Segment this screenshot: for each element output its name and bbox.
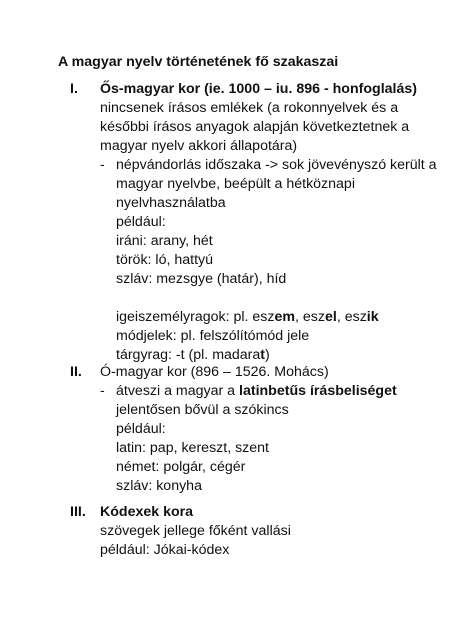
section-1-bullet-cont: magyar nyelvbe, beépült a hétköznapi xyxy=(116,176,355,192)
section-1-mood-marker: módjelek: pl. felszólítómód jele xyxy=(116,328,310,344)
section-1-bullet-cont: nyelvhasználatba xyxy=(116,195,226,211)
section-2-example: szláv: konyha xyxy=(116,478,202,494)
section-1-example: török: ló, hattyú xyxy=(116,252,213,268)
text-run: átveszi a magyar a xyxy=(116,383,240,399)
section-2-body xyxy=(100,363,430,496)
text-run: , esz xyxy=(336,309,367,325)
section-1-numeral: I. xyxy=(70,81,78,97)
section-1-desc-line: későbbi írásos anyagok alapján következtetnek a xyxy=(100,119,410,135)
section-2-heading: Ó-magyar kor (896 – 1526. Mohács) xyxy=(100,364,329,380)
section-1-body xyxy=(100,80,437,365)
section-3-desc-line: például: Jókai-kódex xyxy=(100,542,230,558)
section-1-heading: Ős-magyar kor (ie. 1000 – iu. 896 - honfoglalás) xyxy=(100,81,417,97)
section-1-examples-label: például: xyxy=(116,214,166,230)
section-1-desc-line: nincsenek írásos emlékek (a rokonnyelvek és a xyxy=(100,100,399,116)
bold-run: ik xyxy=(366,309,379,325)
section-2-numeral: II. xyxy=(70,364,82,380)
section-2-example: latin: pap, kereszt, szent xyxy=(116,440,269,456)
section-1-example: szláv: mezsgye (határ), híd xyxy=(116,271,287,287)
bold-run: latinbetűs írásbeliséget xyxy=(239,383,397,399)
document-title: A magyar nyelv történetének fő szakaszai xyxy=(58,54,339,70)
bullet-dash: - xyxy=(100,157,105,173)
bold-run: el xyxy=(324,309,337,325)
section-3-numeral: III. xyxy=(70,504,86,520)
bold-run: em xyxy=(274,309,296,325)
section-2-bullet-cont: jelentősen bővül a szókincs xyxy=(116,402,289,418)
section-1-desc-line: magyar nyelv akkori állapotára) xyxy=(100,138,298,154)
spacer xyxy=(100,289,430,308)
section-3-body xyxy=(100,503,430,560)
section-1-bullet xyxy=(100,156,437,175)
section-3-heading: Kódexek kora xyxy=(100,504,194,520)
text-run: igeiszemélyragok: pl. esz xyxy=(116,309,275,325)
text-run: , esz xyxy=(295,309,325,325)
bullet-dash: - xyxy=(100,383,105,399)
section-1-bullet-text: népvándorlás időszaka -> sok jövevényszó került a xyxy=(116,157,437,173)
section-2-bullet-text xyxy=(100,383,397,399)
text-run: ) xyxy=(265,347,270,363)
section-1-personal-endings xyxy=(100,308,430,327)
section-2-examples-label: például: xyxy=(116,421,166,437)
section-1-example: iráni: arany, hét xyxy=(116,233,213,249)
text-run: tárgyrag: -t (pl. madara xyxy=(116,347,261,363)
section-3-desc-line: szövegek jellege főként vallási xyxy=(100,523,291,539)
section-2-example: német: polgár, cégér xyxy=(116,459,246,475)
bold-run: t xyxy=(260,347,266,363)
section-2-bullet xyxy=(100,382,430,401)
